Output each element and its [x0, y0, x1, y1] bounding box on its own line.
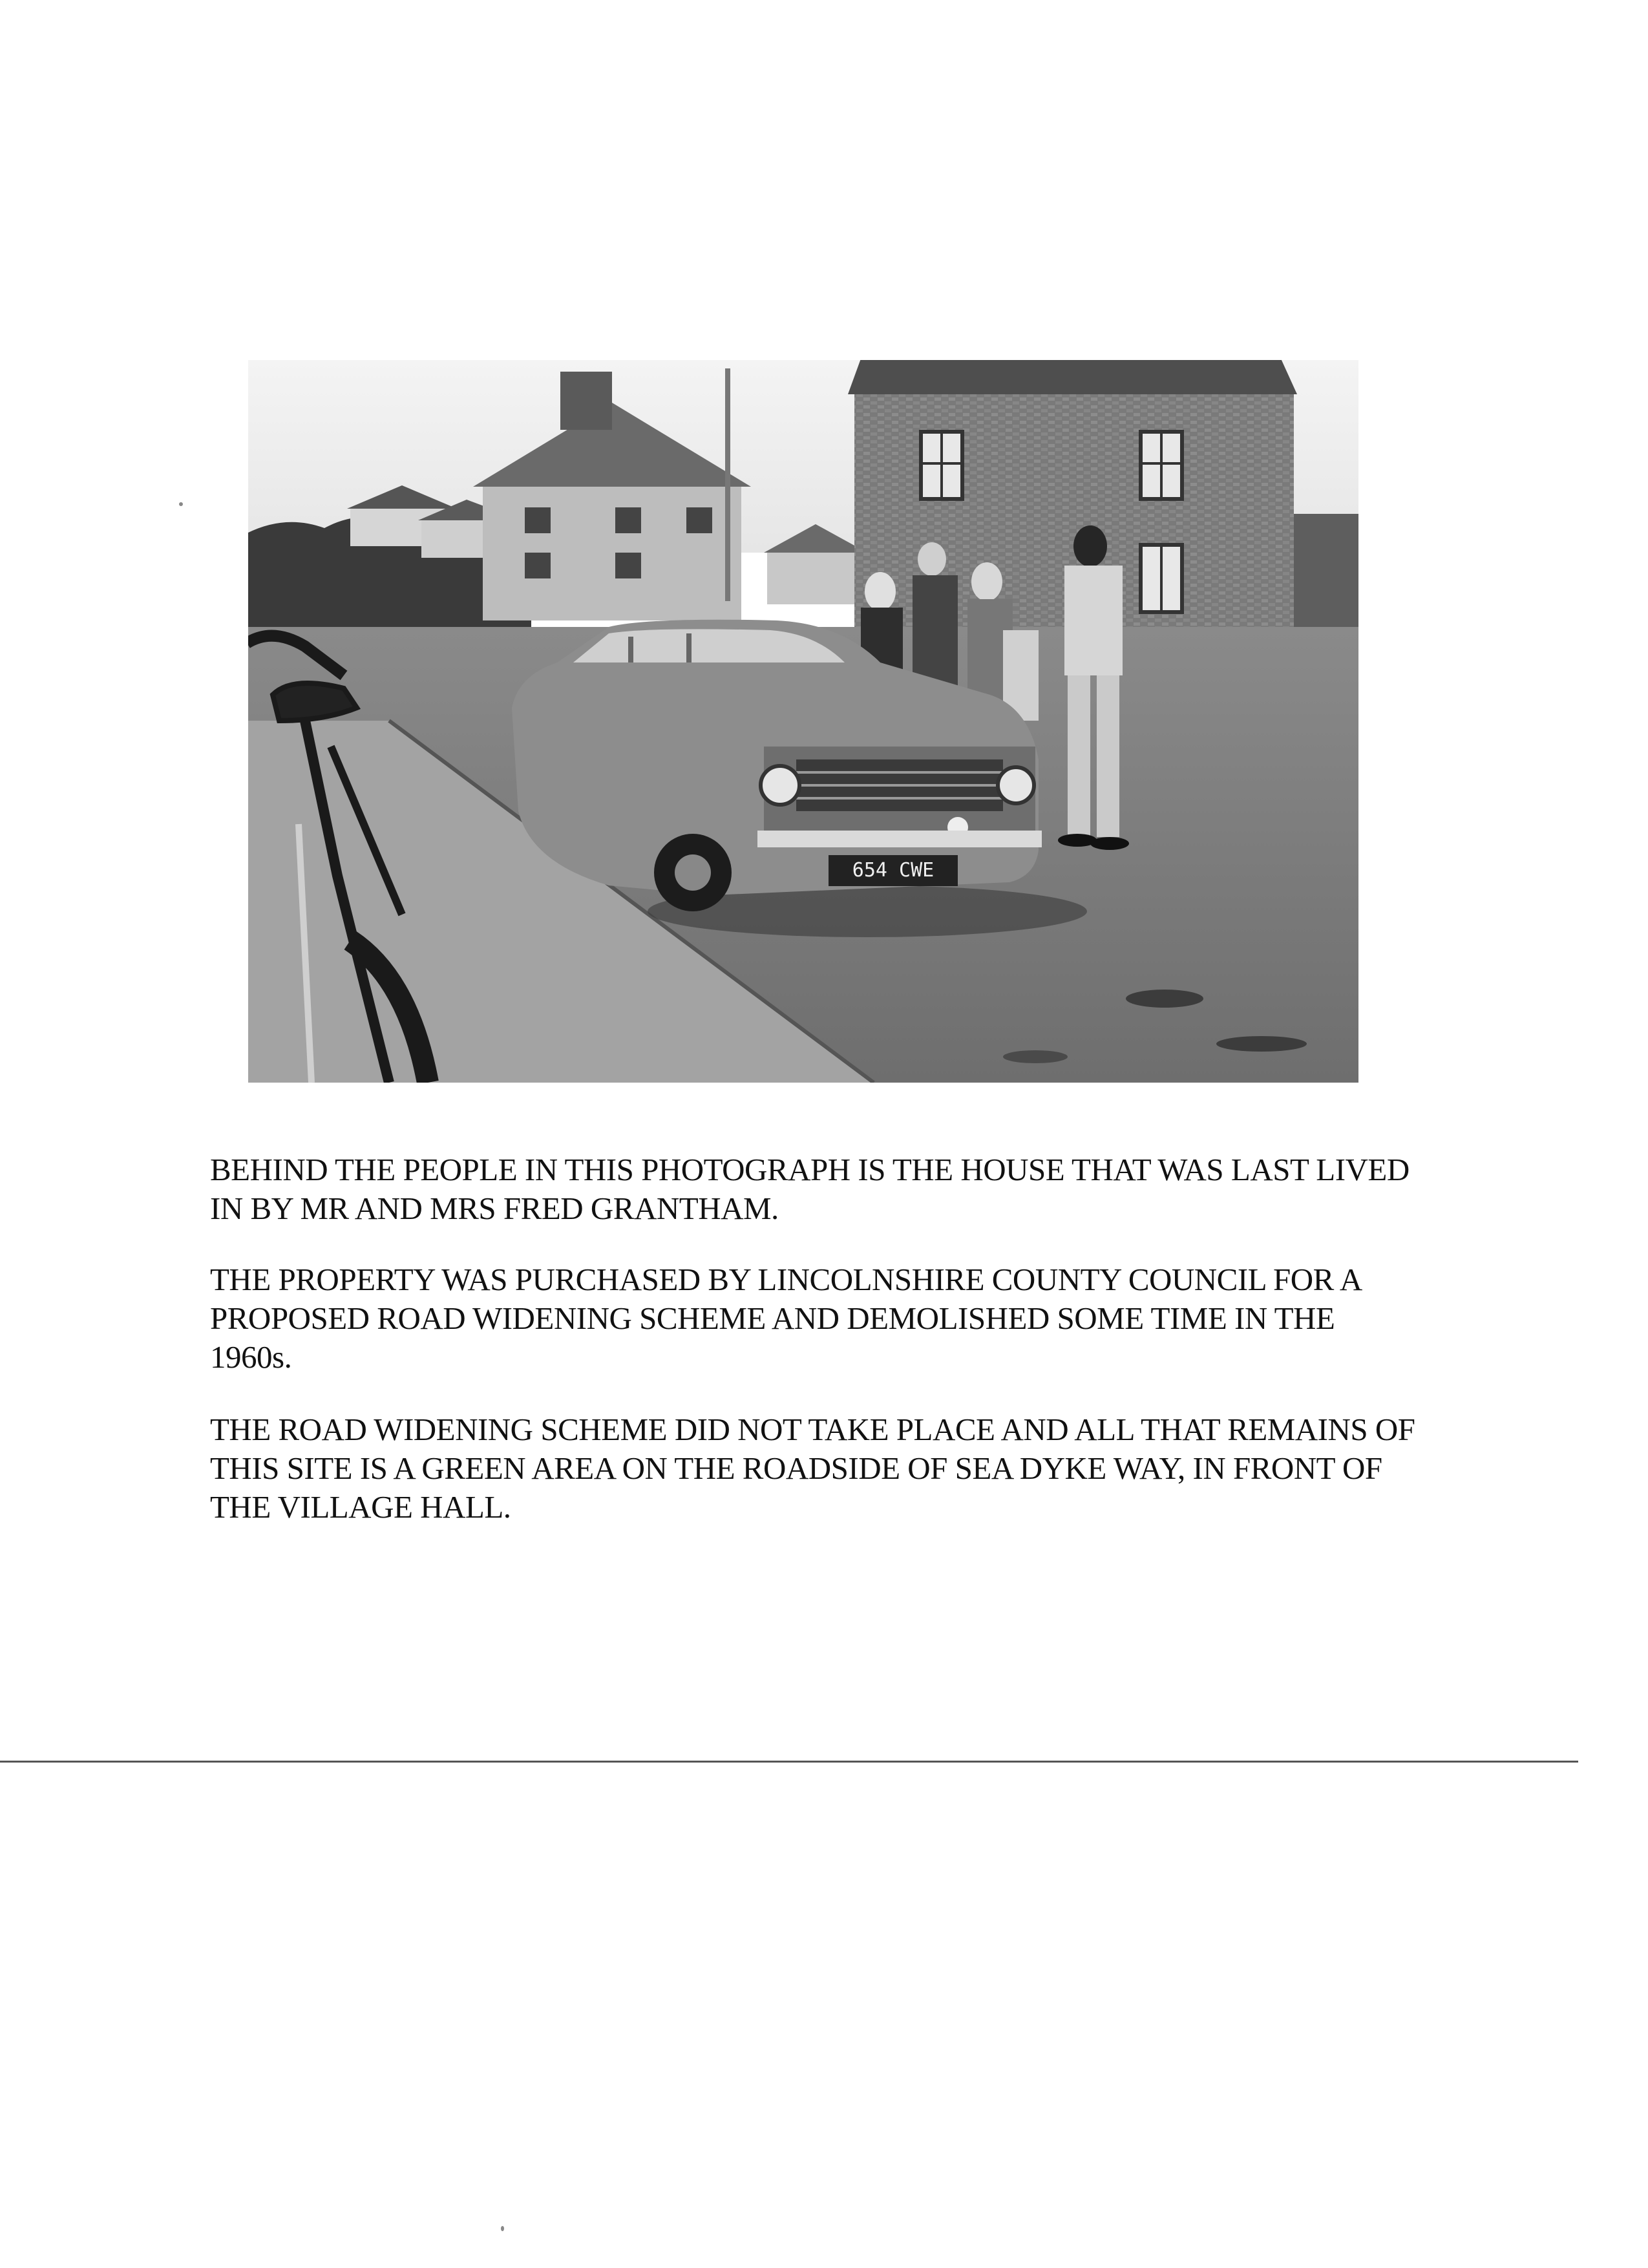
caption-line: THE ROAD WIDENING SCHEME DID NOT TAKE PLACE AND ALL THAT REMAINS OF: [210, 1412, 1415, 1447]
caption-line: THE PROPERTY WAS PURCHASED BY LINCOLNSHIRE COUNTY COUNCIL FOR A: [210, 1262, 1362, 1297]
horizontal-divider: [0, 1761, 1578, 1763]
caption-line: BEHIND THE PEOPLE IN THIS PHOTOGRAPH IS THE HOUSE THAT WAS LAST LIVED: [210, 1152, 1410, 1187]
caption-line: THE VILLAGE HALL.: [210, 1489, 511, 1525]
caption-line: THIS SITE IS A GREEN AREA ON THE ROADSIDE OF SEA DYKE WAY, IN FRONT OF: [210, 1450, 1382, 1486]
street-photograph: [195, 359, 1358, 1083]
scan-speck: [179, 502, 183, 506]
photograph-image: [195, 359, 1358, 1083]
caption-line: 1960s.: [210, 1339, 292, 1375]
caption-paragraph-2: [210, 1260, 1490, 1377]
caption-paragraph-1: [210, 1150, 1490, 1228]
caption-line: PROPOSED ROAD WIDENING SCHEME AND DEMOLISHED SOME TIME IN THE: [210, 1300, 1335, 1336]
scan-speck: [501, 2226, 504, 2231]
number-plate-text: 654 CWE: [852, 859, 935, 882]
caption-line: IN BY MR AND MRS FRED GRANTHAM.: [210, 1191, 779, 1226]
caption-paragraph-3: [210, 1410, 1490, 1527]
